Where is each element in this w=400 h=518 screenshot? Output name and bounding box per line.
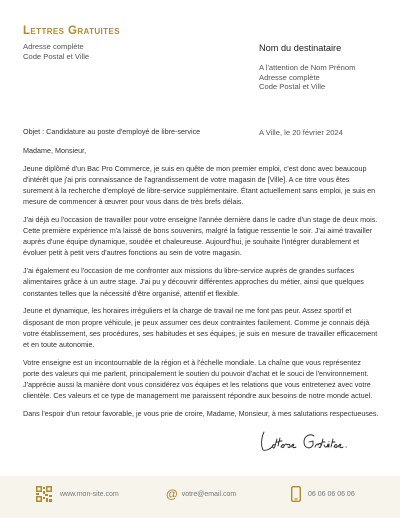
- brand-title: Lettres Gratuites: [23, 25, 120, 37]
- footer-bar: [0, 476, 400, 518]
- letter-closing: Dans l'espoir d'un retour favorable, je vous prie de croire, Madame, Monsieur, à mes salutations respectueuses.: [23, 408, 379, 418]
- handwritten-signature: [258, 426, 358, 456]
- letter-paragraph: J'ai également eu l'occasion de me confronter aux missions du libre-service auprès de grandes surfaces alimentaires grâce à un autre stage. J'ai pu y découvrir différentes approches du métier, ainsi que quelques constantes telles que la nécessité d'être organisé, attentif et flexible.: [23, 266, 364, 298]
- recipient-name: Nom du destinataire: [259, 43, 342, 53]
- sender-address-line: Adresse complète: [23, 42, 84, 51]
- letter-salutation: Madame, Monsieur,: [23, 146, 87, 156]
- sender-postal-line: Code Postal et Ville: [23, 51, 90, 61]
- phone-number[interactable]: 06 06 06 06 06: [308, 490, 355, 498]
- at-sign-icon: @: [166, 487, 178, 501]
- letter-paragraph: Jeune diplômé d'un Bac Pro Commerce, je suis en quête de mon premier emploi, c'est donc avec beaucoup d'intérêt que j'ai pris connaissance de l'agrandissement de votre magasin de [Ville]. A ce titre vous êtes surement à la recherche d'employé de libre-service supplémentaire. Étant actuellement sans emploi, je suis en mesure de commencer à œuvrer pour vous dans de très brefs délais.: [23, 163, 376, 207]
- footer-email[interactable]: [166, 485, 236, 503]
- letter-subject: Objet : Candidature au poste d'employé de libre-service: [23, 127, 201, 136]
- qr-code-icon: [36, 486, 52, 502]
- website-link[interactable]: www.mon-site.com: [60, 490, 119, 498]
- letter-date: A Ville, le 20 février 2024: [259, 128, 343, 137]
- recipient-attention-line: A l'attention de Nom Prénom: [259, 63, 356, 72]
- letter-paragraph: J'ai déjà eu l'occasion de travailler pour votre enseigne l'année dernière dans le cadre d'un stage de deux mois. Cette première expérience m'a laissé de bons souvenirs, malgré la fatigue ressentie le soir. J'ai aimé travailler auprès d'une équipe dynamique, soudée et chaleureuse. Aujourd'hui, je souhaite l'intégrer durablement et évoluer petit à petit vers d'autres fonctions au sein de votre magasin.: [23, 215, 378, 258]
- recipient-address-line: Adresse complète: [259, 72, 320, 82]
- footer-website[interactable]: [36, 485, 119, 503]
- letter-paragraph: Jeune et dynamique, les horaires irréguliers et la charge de travail ne me font pas peur. Assez sportif et disposant de mon propre véhicule, je peux assumer ces deux contraintes facilement. Comme je connais déjà votre établissement, ses procédures, ses habitudes et ses équipes, je suis en mesure de travailler efficacement et en toute autonomie.: [23, 306, 378, 349]
- recipient-address: [259, 63, 355, 92]
- smartphone-icon: [291, 486, 301, 502]
- footer-phone[interactable]: [291, 485, 355, 503]
- letter-paragraph: Votre enseigne est un incontournable de la région et à l'échelle mondiale. La chaîne que vous représentez porte des valeurs qui me parlent, principalement le soutien du pouvoir d'achat et le souci de l'environnement. J'apprécie aussi la manière dont vous considérez vos équipes et les relations que vous entretenez avec votre clientèle. Ces valeurs et ce type de management me paraissent répondre aux besoins de notre monde actuel.: [23, 357, 373, 400]
- sender-address: [23, 42, 89, 61]
- recipient-postal-line: Code Postal et Ville: [259, 82, 326, 92]
- email-link[interactable]: votre@email.com: [181, 490, 237, 498]
- letter-body: [23, 126, 379, 426]
